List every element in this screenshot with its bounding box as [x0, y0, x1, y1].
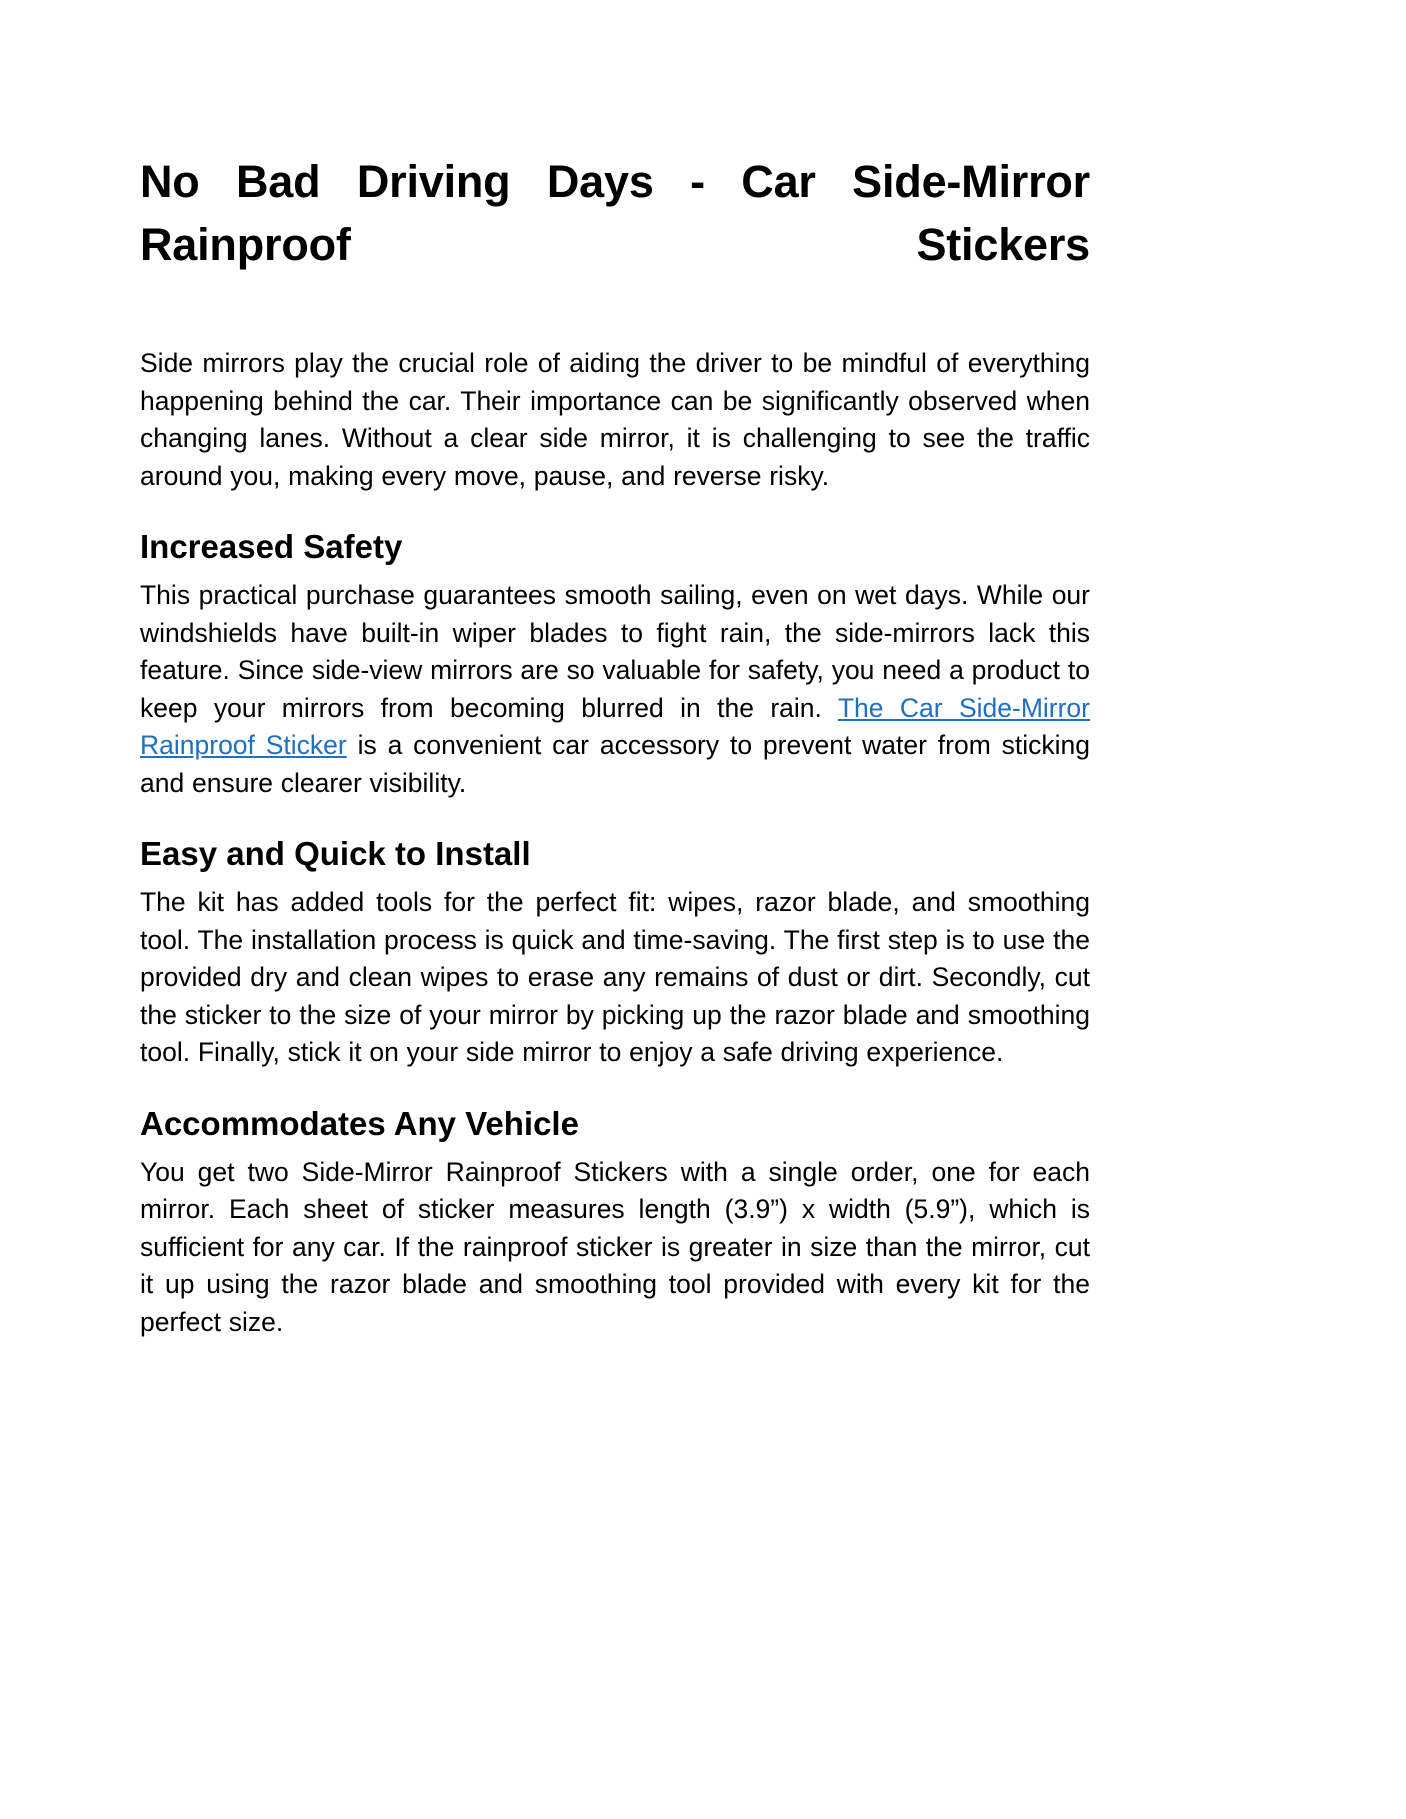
intro-paragraph: Side mirrors play the crucial role of aiding the driver to be mindful of everything happening behind the car. Their importance can be significantly observed when changing lanes. Without a clear side mirror, it is challenging to see the traffic around you, making every move, pause, and reverse risky.: [140, 348, 1090, 491]
section-paragraph-increased-safety: [140, 577, 1090, 802]
section-heading-easy-and-quick-to-install: Easy and Quick to Install: [140, 835, 531, 872]
document-content: [140, 150, 1090, 1341]
section-heading-accommodates-any-vehicle: Accommodates Any Vehicle: [140, 1104, 579, 1142]
paragraph-text-after-link: is a convenient car accessory to prevent water from sticking and ensure clearer visibility.: [140, 730, 1091, 798]
car-side-mirror-rainproof-sticker-link[interactable]: The Car Side-Mirror Rainproof Sticker: [140, 692, 1090, 760]
section-heading-increased-safety: Increased Safety: [140, 528, 403, 565]
paragraph-text-before-link: This practical purchase guarantees smooth sailing, even on wet days. While our windshields have built-in wiper blades to fight rain, the side-mirrors lack this feature. Since side-view mirrors are so valuable for safety, you need a product to keep your mirrors from becoming blurred in the rain.: [140, 580, 1090, 723]
section-paragraph-accommodates-any-vehicle: You get two Side-Mirror Rainproof Stickers with a single order, one for each mirror. Each sheet of sticker measures length (3.9”) x width (5.9”), which is sufficient for any car. If the rainproof sticker is greater in size than the mirror, cut it up using the razor blade and smoothing tool provided with every kit for the perfect size.: [140, 1156, 1090, 1337]
section-paragraph-easy-and-quick-to-install: The kit has added tools for the perfect fit: wipes, razor blade, and smoothing tool. The installation process is quick and time-saving. The first step is to use the provided dry and clean wipes to erase any remains of dust or dirt. Secondly, cut the sticker to the size of your mirror by picking up the razor blade and smoothing tool. Finally, stick it on your side mirror to enjoy a safe driving experience.: [140, 887, 1090, 1067]
page-title: No Bad Driving Days - Car Side-Mirror Rainproof Stickers: [140, 156, 1090, 270]
